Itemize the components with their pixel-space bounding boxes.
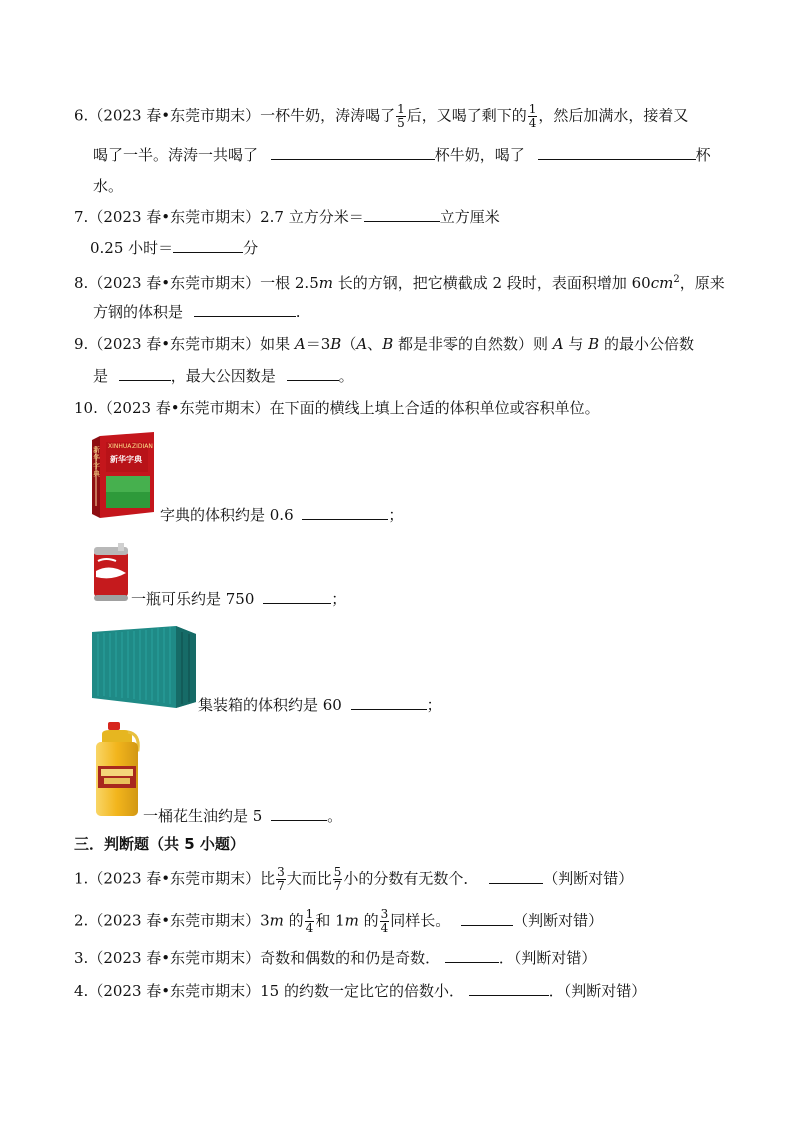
question-number: 6. bbox=[74, 106, 89, 125]
question-text: 3 bbox=[260, 911, 270, 930]
answer-blank[interactable] bbox=[445, 948, 499, 963]
question-text: 是 bbox=[93, 367, 109, 385]
q10-item-cola bbox=[131, 589, 346, 609]
fraction-numerator: 1 bbox=[305, 907, 314, 921]
question-source-tag: （2023 春•东莞市期末） bbox=[88, 869, 261, 888]
answer-blank[interactable] bbox=[271, 806, 327, 821]
answer-blank[interactable] bbox=[119, 366, 171, 381]
answer-blank[interactable] bbox=[263, 589, 331, 604]
question-text: 后，又喝了剩下的 bbox=[406, 106, 527, 125]
question-text: 小的分数有无数个． bbox=[343, 869, 479, 888]
unit-variable: m bbox=[318, 274, 333, 292]
question-number: 10. bbox=[74, 399, 98, 417]
fraction-numerator: 5 bbox=[333, 865, 342, 879]
question-text: 喝了一半。涛涛一共喝了 bbox=[93, 146, 259, 164]
question-text: 分 bbox=[243, 239, 259, 257]
question-source-tag: （2023 春•东莞市期末） bbox=[88, 106, 261, 125]
question-source-tag: （2023 春•东莞市期末） bbox=[88, 274, 261, 292]
question-text: . bbox=[295, 303, 301, 321]
question-source-tag: （2023 春•东莞市期末） bbox=[88, 982, 261, 1000]
question-8-line-2 bbox=[93, 302, 301, 322]
judge-question-3 bbox=[74, 948, 596, 968]
variable: B bbox=[382, 335, 394, 353]
fraction bbox=[528, 103, 538, 130]
question-text: 。 bbox=[338, 367, 354, 385]
dictionary-title: 新华字典 bbox=[110, 455, 142, 464]
fraction-numerator: 1 bbox=[397, 102, 405, 116]
question-number: 4. bbox=[74, 982, 89, 1000]
question-text: 、 bbox=[367, 335, 383, 353]
dictionary-image bbox=[92, 432, 156, 518]
question-text: 15 的约数一定比它的倍数小． bbox=[260, 982, 464, 1000]
question-text: ； bbox=[388, 506, 404, 524]
answer-blank[interactable] bbox=[302, 505, 388, 520]
question-text: ； bbox=[426, 696, 442, 714]
question-text: ，最大公因数是 bbox=[170, 367, 276, 385]
fraction bbox=[276, 866, 286, 893]
fraction-denominator: 5 bbox=[397, 116, 405, 130]
question-7-line-1 bbox=[74, 207, 500, 227]
question-source-tag: （2023 春•东莞市期末） bbox=[88, 949, 261, 967]
q10-item-oil bbox=[143, 806, 342, 826]
question-source-tag: （2023 春•东莞市期末） bbox=[88, 911, 261, 930]
question-text: 在下面的横线上填上合适的体积单位或容积单位。 bbox=[269, 399, 600, 417]
fraction-denominator: 4 bbox=[305, 921, 314, 935]
question-number: 2. bbox=[74, 911, 89, 930]
shipping-container-image bbox=[92, 622, 196, 708]
judge-question-2 bbox=[74, 908, 603, 935]
unit-variable: m bbox=[344, 911, 359, 930]
question-text: 的 bbox=[358, 911, 379, 930]
question-text: 一根 2.5 bbox=[260, 274, 319, 292]
question-6-line-1 bbox=[74, 103, 688, 130]
question-text: ，原来 bbox=[679, 274, 725, 292]
dictionary-pinyin: ZIDIAN bbox=[132, 443, 153, 450]
question-number: 9. bbox=[74, 335, 89, 353]
question-text: 0.25 小时＝ bbox=[90, 239, 174, 257]
answer-blank[interactable] bbox=[351, 695, 427, 710]
variable: A bbox=[356, 335, 368, 353]
fraction-numerator: 3 bbox=[277, 865, 285, 879]
question-text: ，然后加满水，接着又 bbox=[538, 106, 689, 125]
question-text: 的 bbox=[283, 911, 304, 930]
variable: A bbox=[294, 335, 306, 353]
peanut-oil-barrel-image bbox=[92, 722, 142, 818]
question-text: 和 1 bbox=[315, 911, 345, 930]
fraction-denominator: 4 bbox=[528, 116, 537, 130]
question-text: 集装箱的体积约是 60 bbox=[198, 696, 342, 714]
question-text: ．（判断对错） bbox=[498, 949, 597, 967]
question-text: ＝3 bbox=[305, 335, 331, 353]
question-number: 3. bbox=[74, 949, 89, 967]
fraction-denominator: 7 bbox=[277, 879, 285, 893]
question-7-line-2 bbox=[90, 238, 258, 258]
question-source-tag: （2023 春•东莞市期末） bbox=[88, 335, 261, 353]
question-8-line-1 bbox=[74, 270, 725, 293]
cola-can-image bbox=[92, 541, 130, 603]
question-text: 同样长。 bbox=[390, 911, 451, 930]
fraction-numerator: 3 bbox=[380, 907, 389, 921]
unit-variable: cm bbox=[650, 274, 674, 292]
dictionary-pinyin: XINHUA bbox=[108, 443, 132, 450]
question-text: 一杯牛奶，涛涛喝了 bbox=[260, 106, 396, 125]
question-text: 立方厘米 bbox=[439, 208, 500, 226]
question-10-line-1 bbox=[74, 398, 600, 418]
variable: B bbox=[330, 335, 342, 353]
answer-blank[interactable] bbox=[364, 207, 440, 222]
section-heading: 三．判断题（共 5 小题） bbox=[74, 835, 245, 853]
question-text: 长的方钢，把它横截成 2 段时，表面积增加 60 bbox=[332, 274, 651, 292]
question-text: 都是非零的自然数）则 bbox=[393, 335, 553, 353]
answer-blank[interactable] bbox=[469, 981, 549, 996]
question-text: 杯 bbox=[695, 146, 711, 164]
superscript: 2 bbox=[673, 274, 680, 285]
question-text: 如果 bbox=[260, 335, 295, 353]
fraction bbox=[333, 866, 343, 893]
answer-blank[interactable] bbox=[287, 366, 339, 381]
answer-blank[interactable] bbox=[194, 302, 296, 317]
dictionary-spine-title: 新华字典 bbox=[93, 446, 100, 478]
fraction bbox=[305, 908, 315, 935]
question-text: （ bbox=[341, 335, 357, 353]
answer-blank[interactable] bbox=[489, 869, 543, 884]
question-source-tag: （2023 春•东莞市期末） bbox=[88, 208, 261, 226]
question-text: （判断对错） bbox=[513, 911, 604, 930]
question-text: 方钢的体积是 bbox=[93, 303, 184, 321]
question-6-line-2 bbox=[93, 145, 711, 165]
fraction-denominator: 7 bbox=[333, 879, 342, 893]
question-text: 杯牛奶，喝了 bbox=[434, 146, 525, 164]
question-text: （判断对错） bbox=[543, 869, 634, 888]
question-number: 8. bbox=[74, 274, 89, 292]
fraction bbox=[380, 908, 390, 935]
question-text: 一瓶可乐约是 750 bbox=[131, 590, 255, 608]
question-9-line-2 bbox=[93, 366, 354, 386]
fraction-numerator: 1 bbox=[528, 102, 537, 116]
question-text: 字典的体积约是 0.6 bbox=[160, 506, 294, 524]
question-text: 大而比 bbox=[286, 869, 332, 888]
question-text: 水。 bbox=[93, 177, 124, 195]
question-text: 比 bbox=[260, 869, 276, 888]
question-text: ．（判断对错） bbox=[548, 982, 647, 1000]
question-text: ； bbox=[331, 590, 347, 608]
fraction bbox=[396, 103, 406, 130]
answer-blank[interactable] bbox=[538, 145, 696, 160]
question-number: 1. bbox=[74, 869, 89, 888]
variable: A bbox=[552, 335, 564, 353]
q10-item-container bbox=[198, 695, 442, 715]
judge-question-1 bbox=[74, 866, 633, 893]
answer-blank[interactable] bbox=[173, 238, 243, 253]
question-number: 7. bbox=[74, 208, 89, 226]
question-text: 。 bbox=[327, 807, 343, 825]
question-text: 的最小公倍数 bbox=[599, 335, 694, 353]
unit-variable: m bbox=[269, 911, 284, 930]
question-6-line-3 bbox=[93, 176, 123, 196]
answer-blank[interactable] bbox=[271, 145, 435, 160]
fraction-denominator: 4 bbox=[380, 921, 389, 935]
question-text: 一桶花生油约是 5 bbox=[143, 807, 263, 825]
answer-blank[interactable] bbox=[461, 911, 513, 926]
question-text: 2.7 立方分米＝ bbox=[260, 208, 364, 226]
question-text: 奇数和偶数的和仍是奇数． bbox=[260, 949, 441, 967]
variable: B bbox=[588, 335, 600, 353]
question-text: 与 bbox=[563, 335, 589, 353]
q10-item-dictionary bbox=[160, 505, 403, 525]
judge-question-4 bbox=[74, 981, 646, 1001]
question-source-tag: （2023 春•东莞市期末） bbox=[97, 399, 270, 417]
question-9-line-1 bbox=[74, 334, 694, 354]
